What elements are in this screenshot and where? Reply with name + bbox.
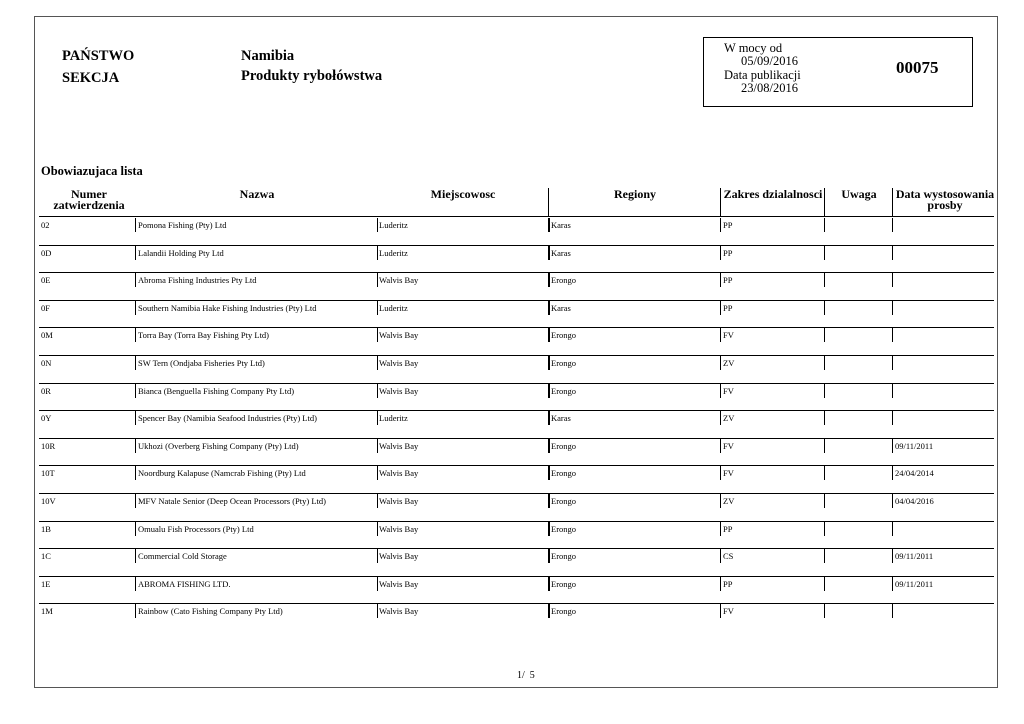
column-divider [548,577,550,591]
column-divider [548,273,550,287]
column-divider [135,549,136,563]
column-divider [377,246,378,260]
col-header-scope: Zakres dzialalnosci [723,187,823,201]
table-row [35,356,995,383]
table-row [35,328,995,355]
column-divider [892,328,893,342]
header-rule [39,216,994,217]
column-divider [135,439,136,453]
publication-label: Data publikacji [724,68,801,82]
header-divider [720,188,721,216]
column-divider [377,356,378,370]
column-divider [720,301,721,315]
page-separator: / [522,670,525,681]
table-row [35,522,995,549]
cell-scope: PP [723,578,733,589]
column-divider [135,301,136,315]
column-divider [548,439,550,453]
column-divider [135,494,136,508]
column-divider [824,439,825,453]
cell-name: Rainbow (Cato Fishing Company Pty Ltd) [138,606,283,617]
column-divider [824,356,825,370]
column-divider [377,466,378,480]
column-divider [377,411,378,425]
cell-approval-number: 0M [41,330,53,341]
cell-approval-number: 02 [41,220,50,230]
cell-town: Walvis Bay [379,358,419,368]
cell-approval-number: 0Y [41,413,52,424]
column-divider [824,549,825,563]
cell-scope: PP [723,220,733,230]
cell-name: Omualu Fish Processors (Pty) Ltd [138,523,254,534]
page-total: 5 [529,670,535,681]
column-divider [135,384,136,398]
column-divider [548,301,550,315]
column-divider [135,411,136,425]
cell-name: Pomona Fishing (Pty) Ltd [138,220,227,230]
cell-name: ABROMA FISHING LTD. [138,578,231,589]
cell-name: SW Tern (Ondjaba Fisheries Pty Ltd) [138,358,265,368]
table-row [35,384,995,411]
cell-scope: ZV [723,413,735,424]
column-divider [377,604,378,618]
column-divider [135,466,136,480]
column-divider [892,246,893,260]
column-divider [548,549,550,563]
column-divider [135,356,136,370]
table-row [35,577,995,604]
cell-scope: ZV [723,358,735,368]
header-divider [824,188,825,216]
column-divider [548,384,550,398]
cell-scope: CS [723,551,734,562]
column-divider [720,384,721,398]
column-divider [824,494,825,508]
cell-scope: ZV [723,496,735,506]
table-row [35,466,995,493]
column-divider [720,356,721,370]
column-divider [377,549,378,563]
column-divider [892,384,893,398]
cell-approval-number: 0D [41,247,52,258]
page-indicator [517,670,535,681]
cell-approval-number: 0E [41,275,51,286]
cell-name: Ukhozi (Overberg Fishing Company (Pty) Ltd) [138,440,299,451]
column-divider [720,466,721,480]
col-header-town: Miejscowosc [430,187,496,201]
cell-region: Erongo [551,523,577,534]
column-divider [135,218,136,232]
col-header-name: Nazwa [239,187,275,201]
page-current: 1 [517,670,522,681]
column-divider [720,411,721,425]
column-divider [377,273,378,287]
header-divider [548,188,549,216]
column-divider [824,218,825,232]
cell-name: Spencer Bay (Namibia Seafood Industries (Pty) Ltd) [138,413,317,424]
cell-scope: PP [723,302,733,313]
cell-approval-number: 10R [41,440,56,451]
column-divider [824,604,825,618]
column-divider [548,246,550,260]
column-divider [720,604,721,618]
cell-region: Karas [551,413,571,424]
cell-town: Luderitz [379,247,408,258]
cell-scope: FV [723,385,734,396]
publication-date: 23/08/2016 [741,81,798,95]
cell-approval-number: 1C [41,551,51,562]
cell-name: Southern Namibia Hake Fishing Industries (Pty) Ltd [138,302,317,313]
column-divider [824,384,825,398]
column-divider [135,273,136,287]
cell-name: Torra Bay (Torra Bay Fishing Pty Ltd) [138,330,270,341]
column-divider [548,411,550,425]
column-divider [377,577,378,591]
cell-approval-number: 1M [41,606,53,617]
cell-approval-number: 0F [41,302,50,313]
table-row [35,549,995,576]
col-header-request-date-line2: prosby [927,198,963,212]
column-divider [377,494,378,508]
col-header-request-date [893,189,997,211]
column-divider [892,577,893,591]
column-divider [720,494,721,508]
column-divider [892,439,893,453]
table-row [35,273,995,300]
column-divider [377,439,378,453]
cell-town: Walvis Bay [379,385,419,396]
cell-scope: PP [723,523,733,534]
table-row [35,218,995,245]
cell-scope: PP [723,247,733,258]
col-header-remark: Uwaga [841,187,877,201]
column-divider [824,273,825,287]
cell-region: Erongo [551,551,577,562]
column-divider [548,218,550,232]
cell-name: Bianca (Benguella Fishing Company Pty Ltd) [138,385,295,396]
cell-request-date: 09/11/2011 [895,440,934,451]
cell-town: Walvis Bay [379,551,419,562]
column-divider [892,218,893,232]
header-divider [892,188,893,216]
cell-town: Luderitz [379,413,408,424]
column-divider [892,522,893,536]
column-divider [377,218,378,232]
cell-town: Walvis Bay [379,330,419,341]
validity-box [703,37,973,107]
cell-region: Karas [551,247,571,258]
column-divider [720,577,721,591]
column-divider [892,604,893,618]
column-divider [720,439,721,453]
cell-region: Erongo [551,275,577,286]
column-divider [135,328,136,342]
table-row [35,494,995,521]
column-divider [377,384,378,398]
cell-request-date: 24/04/2014 [895,468,934,479]
col-header-number-line2: zatwierdzenia [53,198,125,212]
table-row [35,439,995,466]
cell-name: MFV Natale Senior (Deep Ocean Processors (Pty) Ltd) [138,496,326,506]
col-header-number [40,189,138,211]
column-divider [135,577,136,591]
column-divider [720,522,721,536]
section-label: SEKCJA [62,70,120,86]
column-divider [720,246,721,260]
column-divider [377,301,378,315]
country-value: Namibia [241,48,295,64]
cell-region: Erongo [551,578,577,589]
cell-name: Commercial Cold Storage [138,551,227,562]
cell-approval-number: 10V [41,496,56,506]
column-divider [720,328,721,342]
table-row [35,301,995,328]
cell-approval-number: 0R [41,385,51,396]
column-divider [720,549,721,563]
list-title: Obowiazujaca lista [41,164,143,178]
column-divider [135,522,136,536]
column-divider [824,411,825,425]
column-divider [135,246,136,260]
table-row [35,604,995,631]
column-divider [892,273,893,287]
cell-region: Karas [551,302,571,313]
cell-approval-number: 0N [41,358,52,368]
column-divider [720,273,721,287]
column-divider [892,549,893,563]
cell-request-date: 09/11/2011 [895,578,934,589]
section-value: Produkty rybołówstwa [241,68,383,84]
effective-date: 05/09/2016 [741,54,798,68]
column-divider [824,522,825,536]
effective-label: W mocy od [724,41,783,55]
cell-town: Walvis Bay [379,523,419,534]
cell-region: Erongo [551,496,577,506]
column-divider [892,411,893,425]
cell-scope: FV [723,606,734,617]
cell-region: Erongo [551,440,577,451]
cell-region: Erongo [551,358,577,368]
cell-town: Luderitz [379,302,408,313]
cell-scope: PP [723,275,733,286]
document-page [34,16,998,688]
cell-region: Erongo [551,385,577,396]
cell-approval-number: 1B [41,523,51,534]
column-divider [548,466,550,480]
cell-town: Walvis Bay [379,606,419,617]
cell-town: Walvis Bay [379,496,419,506]
cell-scope: FV [723,440,734,451]
cell-region: Erongo [551,468,577,479]
cell-region: Karas [551,220,571,230]
column-divider [135,604,136,618]
col-header-region: Regiony [614,187,656,201]
column-divider [892,466,893,480]
cell-approval-number: 1E [41,578,51,589]
cell-name: Abroma Fishing Industries Pty Ltd [138,275,257,286]
column-divider [548,356,550,370]
column-divider [824,328,825,342]
column-divider [824,246,825,260]
cell-town: Luderitz [379,220,408,230]
cell-name: Lalandii Holding Pty Ltd [138,247,224,258]
cell-town: Walvis Bay [379,275,419,286]
cell-scope: FV [723,330,734,341]
col-header-number-line1: Numer [71,187,107,201]
cell-approval-number: 10T [41,468,55,479]
column-divider [892,494,893,508]
column-divider [548,604,550,618]
column-divider [377,522,378,536]
col-header-request-date-line1: Data wystosowania [895,187,995,201]
cell-scope: FV [723,468,734,479]
column-divider [824,577,825,591]
cell-town: Walvis Bay [379,440,419,451]
column-divider [720,218,721,232]
column-divider [824,301,825,315]
cell-region: Erongo [551,330,577,341]
column-divider [377,328,378,342]
column-divider [548,494,550,508]
column-divider [892,301,893,315]
cell-town: Walvis Bay [379,578,419,589]
cell-request-date: 04/04/2016 [895,496,934,506]
cell-region: Erongo [551,606,577,617]
cell-name: Noordburg Kalapuse (Namcrab Fishing (Pty) Ltd [138,468,306,479]
document-number: 00075 [896,58,939,77]
column-divider [892,356,893,370]
cell-town: Walvis Bay [379,468,419,479]
table-row [35,246,995,273]
cell-request-date: 09/11/2011 [895,551,934,562]
country-label: PAŃSTWO [62,48,135,64]
table-row [35,411,995,438]
column-divider [824,466,825,480]
column-divider [548,522,550,536]
column-divider [548,328,550,342]
